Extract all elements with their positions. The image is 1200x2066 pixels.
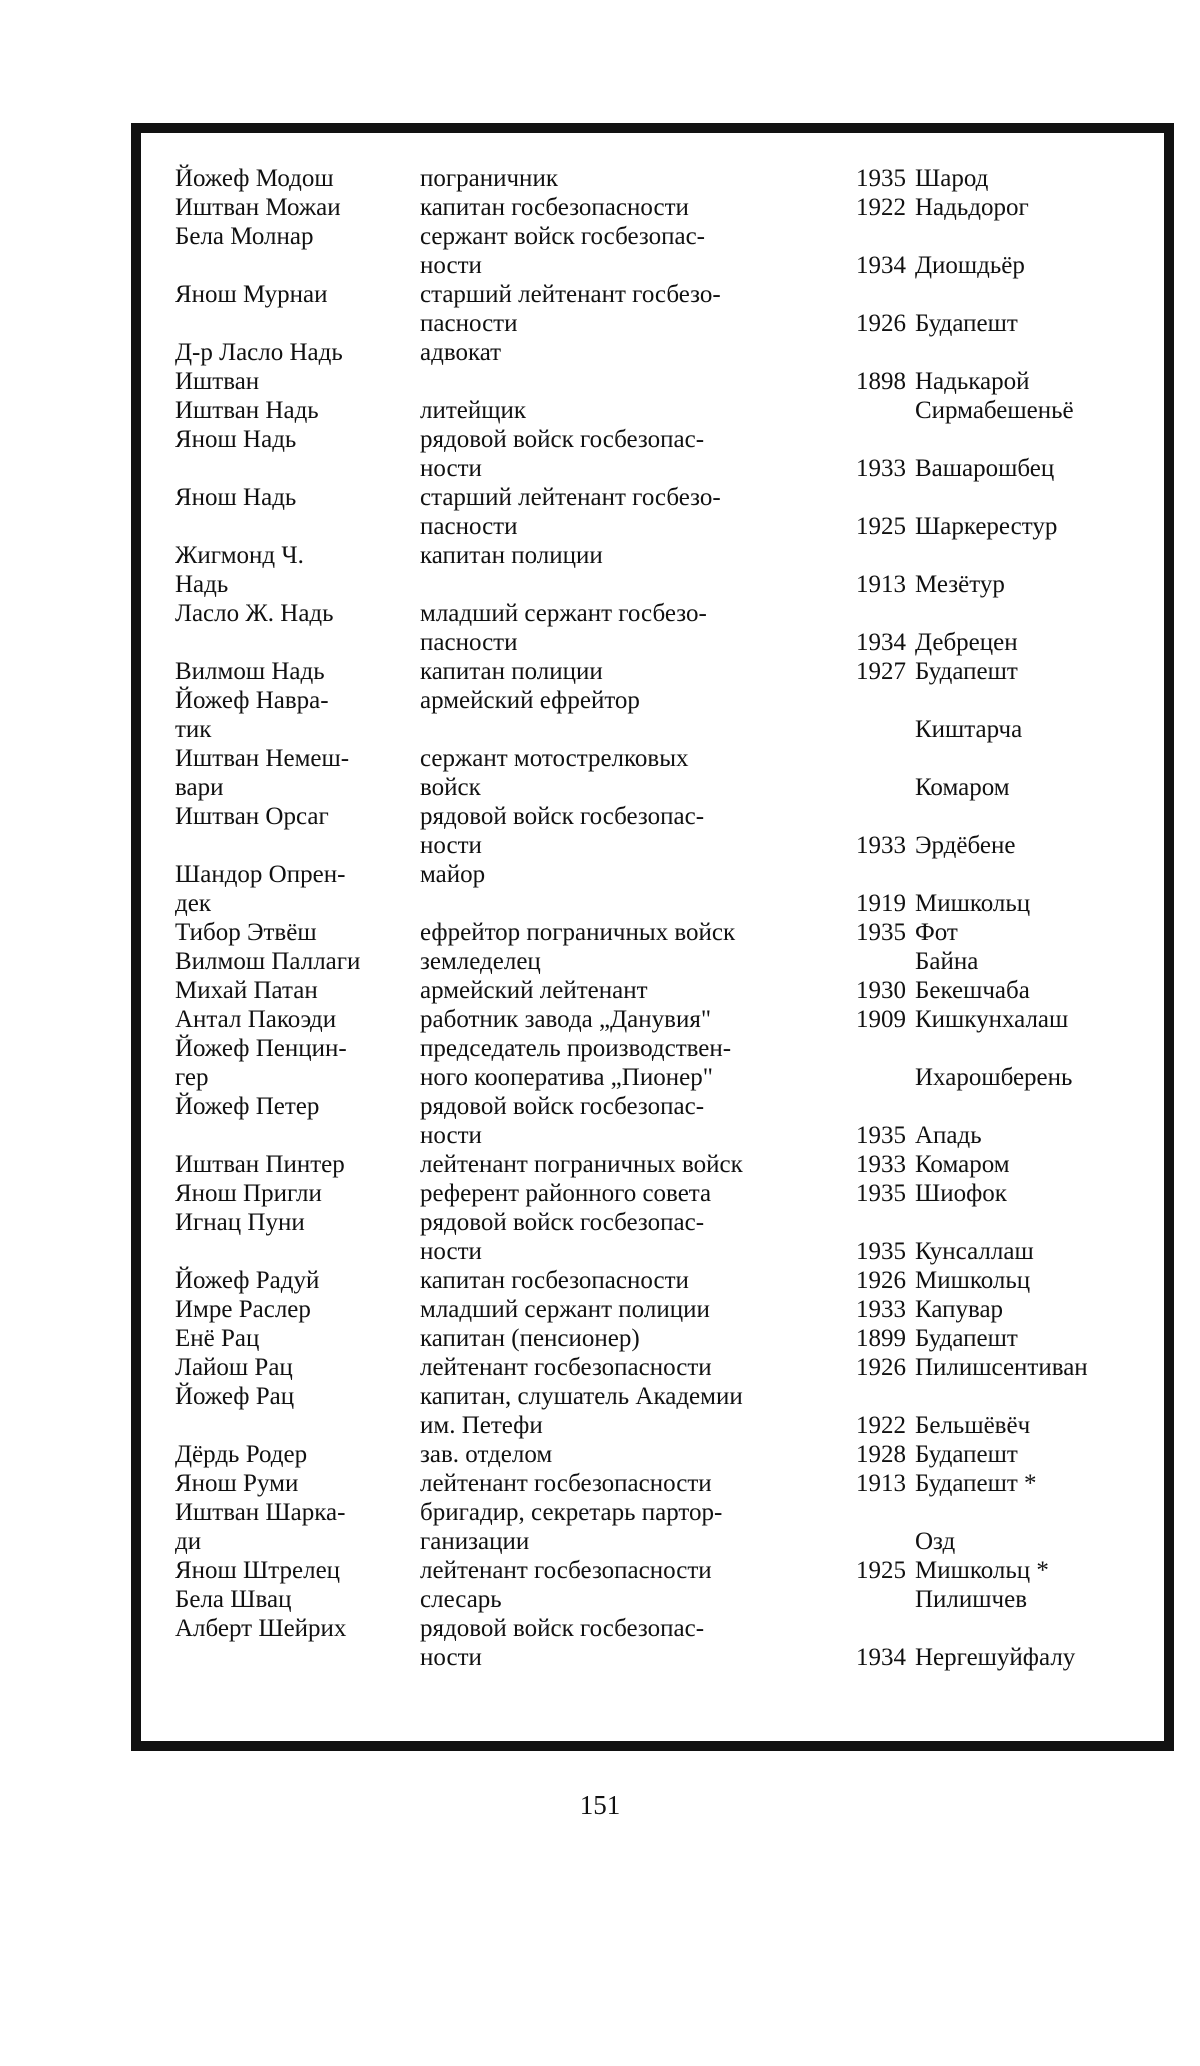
person-position: рядовой войск госбезопас- ности [420, 426, 705, 482]
birth-year: 1935 [856, 1238, 906, 1265]
birth-place: Ападь [915, 1122, 982, 1149]
person-position: слесарь [420, 1586, 502, 1613]
birth-place: Бекешчаба [915, 977, 1030, 1004]
birth-year: 1922 [856, 1412, 906, 1439]
person-name: Бела Молнар [175, 223, 314, 250]
person-name: Янош Пригли [175, 1180, 322, 1207]
person-name: Лайош Рац [175, 1354, 293, 1381]
table-row [175, 599, 1135, 657]
person-position: рядовой войск госбезопас- ности [420, 1093, 705, 1149]
birth-year: 1925 [856, 1557, 906, 1584]
table-row [175, 1585, 1135, 1614]
birth-year: 1935 [856, 1180, 906, 1207]
person-name: Йожеф Радуй [175, 1267, 320, 1294]
birth-year: 1933 [856, 455, 906, 482]
table-row [175, 686, 1135, 744]
birth-place: Надьдорог [915, 194, 1029, 221]
birth-place: Мишкольц [915, 890, 1031, 917]
person-position: лейтенант госбезопасности [420, 1354, 712, 1381]
birth-year: 1935 [856, 1122, 906, 1149]
person-position: лейтенант госбезопасности [420, 1470, 712, 1497]
person-name: Шандор Опрен- дек [175, 861, 346, 917]
birth-year: 1919 [856, 890, 906, 917]
birth-place: Кишкунхалаш [915, 1006, 1069, 1033]
person-name: Бела Швац [175, 1586, 292, 1613]
birth-year: 1913 [856, 571, 906, 598]
table-row [175, 396, 1135, 425]
birth-place: Надькарой [915, 368, 1030, 395]
table-row [175, 860, 1135, 918]
birth-place: Капувар [915, 1296, 1004, 1323]
table-row [175, 1324, 1135, 1353]
person-position: капитан полиции [420, 658, 603, 685]
birth-place: Байна [915, 948, 979, 975]
birth-year: 1933 [856, 832, 906, 859]
table-row [175, 918, 1135, 947]
table-row [175, 1382, 1135, 1440]
table-row [175, 1208, 1135, 1266]
person-name: Янош Надь [175, 484, 297, 511]
birth-place: Будапешт [915, 1325, 1018, 1352]
person-name: Вилмош Паллаги [175, 948, 361, 975]
person-position: рядовой войск госбезопас- ности [420, 1615, 705, 1671]
birth-year: 1930 [856, 977, 906, 1004]
person-name: Енё Рац [175, 1325, 260, 1352]
table-row [175, 976, 1135, 1005]
table-row [175, 1150, 1135, 1179]
table-row [175, 164, 1135, 193]
person-position: капитан полиции [420, 542, 603, 569]
table-row [175, 1005, 1135, 1034]
table-row [175, 1614, 1135, 1672]
person-position: лейтенант госбезопасности [420, 1557, 712, 1584]
person-position: капитан (пенсионер) [420, 1325, 640, 1352]
birth-year: 1933 [856, 1151, 906, 1178]
person-position: бригадир, секретарь партор- ганизации [420, 1499, 723, 1555]
birth-year: 1925 [856, 513, 906, 540]
person-name: Янош Мурнаи [175, 281, 328, 308]
person-position: земледелец [420, 948, 541, 975]
person-position: работник завода „Данувия" [420, 1006, 712, 1033]
person-position: лейтенант пограничных войск [420, 1151, 743, 1178]
birth-place: Сирмабешеньё [915, 397, 1074, 424]
person-name: Алберт Шейрих [175, 1615, 347, 1642]
birth-place: Пилишсентиван [915, 1354, 1088, 1381]
birth-year: 1928 [856, 1441, 906, 1468]
birth-year: 1913 [856, 1470, 906, 1497]
person-name: Дёрдь Родер [175, 1441, 308, 1468]
birth-place: Пилишчев [915, 1586, 1028, 1613]
person-position: рядовой войск госбезопас- ности [420, 1209, 705, 1265]
person-name: Д-р Ласло Надь Иштван [175, 339, 343, 395]
person-name: Йожеф Модош [175, 165, 334, 192]
person-position: младший сержант полиции [420, 1296, 710, 1323]
table-row [175, 947, 1135, 976]
birth-place: Кунсаллаш [915, 1238, 1034, 1265]
birth-place: Нергешуйфалу [915, 1644, 1076, 1671]
person-name: Тибор Этвёш [175, 919, 317, 946]
person-name: Жигмонд Ч. Надь [175, 542, 304, 598]
birth-place: Мишкольц * [915, 1557, 1049, 1584]
table-row [175, 1469, 1135, 1498]
birth-place: Будапешт * [915, 1470, 1037, 1497]
person-name: Янош Надь [175, 426, 297, 453]
person-name: Ласло Ж. Надь [175, 600, 334, 627]
birth-place: Ихарошберень [915, 1064, 1073, 1091]
person-position: капитан, слушатель Академии им. Петефи [420, 1383, 743, 1439]
birth-place: Мезётур [915, 571, 1005, 598]
birth-place: Диошдьёр [915, 252, 1025, 279]
table-row [175, 1498, 1135, 1556]
person-position: сержант мотострелковых войск [420, 745, 689, 801]
birth-year: 1922 [856, 194, 906, 221]
person-position: старший лейтенант госбезо- пасности [420, 281, 721, 337]
table-row [175, 1556, 1135, 1585]
birth-place: Фот [915, 919, 958, 946]
table-row [175, 222, 1135, 280]
person-name: Иштван Можаи [175, 194, 341, 221]
table-row [175, 1179, 1135, 1208]
birth-place: Эрдёбене [915, 832, 1016, 859]
person-position: литейщик [420, 397, 527, 424]
person-position: капитан госбезопасности [420, 1267, 689, 1294]
person-position: сержант войск госбезопас- ности [420, 223, 705, 279]
birth-place: Озд [915, 1528, 956, 1555]
birth-year: 1934 [856, 1644, 906, 1671]
birth-year: 1909 [856, 1006, 906, 1033]
person-position: армейский лейтенант [420, 977, 648, 1004]
table-row [175, 425, 1135, 483]
person-name: Имре Раслер [175, 1296, 311, 1323]
birth-place: Шаркерестур [915, 513, 1058, 540]
person-name: Йожеф Навра- тик [175, 687, 329, 743]
table-row [175, 1295, 1135, 1324]
table-row [175, 1092, 1135, 1150]
birth-year: 1926 [856, 1354, 906, 1381]
person-position: старший лейтенант госбезо- пасности [420, 484, 721, 540]
birth-year: 1934 [856, 252, 906, 279]
table-row [175, 1034, 1135, 1092]
person-position: зав. отделом [420, 1441, 553, 1468]
birth-place: Шиофок [915, 1180, 1007, 1207]
person-name: Антал Пакоэди [175, 1006, 337, 1033]
table-row [175, 338, 1135, 396]
person-name: Игнац Пуни [175, 1209, 305, 1236]
person-name: Йожеф Пенцин- гер [175, 1035, 347, 1091]
table-row [175, 280, 1135, 338]
person-name: Йожеф Петер [175, 1093, 320, 1120]
birth-place: Будапешт [915, 310, 1018, 337]
person-name: Михай Патан [175, 977, 318, 1004]
birth-year: 1934 [856, 629, 906, 656]
birth-year: 1933 [856, 1296, 906, 1323]
person-name: Иштван Орсаг [175, 803, 329, 830]
person-name: Иштван Шарка- ди [175, 1499, 346, 1555]
person-position: армейский ефрейтор [420, 687, 640, 714]
table-row [175, 744, 1135, 802]
person-position: капитан госбезопасности [420, 194, 689, 221]
birth-year: 1926 [856, 1267, 906, 1294]
person-position: рядовой войск госбезопас- ности [420, 803, 705, 859]
birth-year: 1898 [856, 368, 906, 395]
birth-place: Дебрецен [915, 629, 1018, 656]
person-name: Иштван Надь [175, 397, 319, 424]
person-position: адвокат [420, 339, 502, 366]
person-name: Янош Руми [175, 1470, 299, 1497]
person-position: младший сержант госбезо- пасности [420, 600, 707, 656]
birth-year: 1926 [856, 310, 906, 337]
birth-year: 1935 [856, 919, 906, 946]
birth-year: 1899 [856, 1325, 906, 1352]
birth-place: Шарод [915, 165, 989, 192]
personnel-list-table [175, 164, 1135, 1672]
person-position: пограничник [420, 165, 558, 192]
table-row [175, 1353, 1135, 1382]
person-name: Иштван Пинтер [175, 1151, 345, 1178]
person-name: Янош Штрелец [175, 1557, 341, 1584]
birth-place: Бельшёвёч [915, 1412, 1031, 1439]
table-row [175, 657, 1135, 686]
birth-place: Комаром [915, 1151, 1010, 1178]
table-row [175, 193, 1135, 222]
table-row [175, 802, 1135, 860]
birth-place: Будапешт [915, 658, 1018, 685]
table-row [175, 541, 1135, 599]
birth-place: Мишкольц [915, 1267, 1031, 1294]
birth-year: 1935 [856, 165, 906, 192]
birth-place: Будапешт [915, 1441, 1018, 1468]
table-row [175, 483, 1135, 541]
person-name: Иштван Немеш- вари [175, 745, 350, 801]
person-position: председатель производствен- ного кооператива „Пионер" [420, 1035, 732, 1091]
person-name: Вилмош Надь [175, 658, 325, 685]
table-row [175, 1266, 1135, 1295]
birth-place: Киштарча [915, 716, 1023, 743]
person-position: майор [420, 861, 486, 888]
page-number: 151 [579, 1790, 621, 1820]
person-position: ефрейтор пограничных войск [420, 919, 736, 946]
birth-year: 1927 [856, 658, 906, 685]
person-position: референт районного совета [420, 1180, 712, 1207]
person-name: Йожеф Рац [175, 1383, 295, 1410]
birth-place: Комаром [915, 774, 1010, 801]
table-row [175, 1440, 1135, 1469]
birth-place: Вашарошбец [915, 455, 1055, 482]
